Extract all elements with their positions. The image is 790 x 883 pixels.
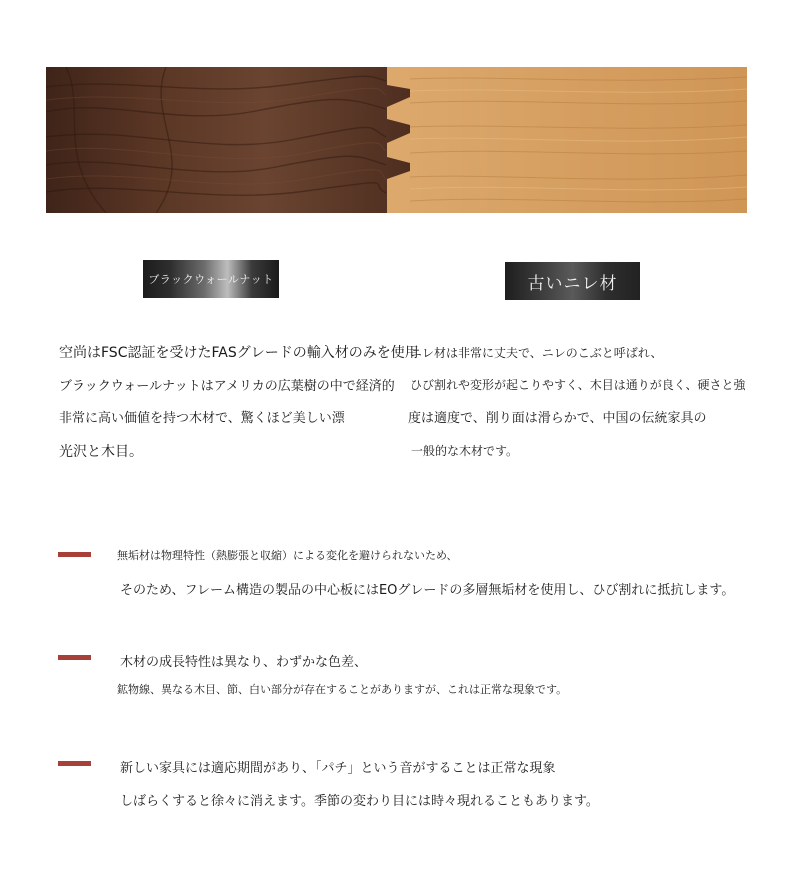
wood-joint-image [46, 67, 747, 213]
note-3-line-1: 新しい家具には適応期間があり、「パチ」という音がすることは正常な現象 [120, 761, 556, 776]
note-2-line-2: 鉱物線、異なる木目、節、白い部分が存在することがありますが、これは正常な現象です。 [117, 683, 568, 696]
elm-desc-line-2: ひび割れや変形が起こりやすく、木目は通りが良く、硬さと強 [410, 378, 746, 392]
note-2-line-1: 木材の成長特性は異なり、わずかな色差、 [120, 655, 368, 670]
elm-desc-line-4: 一般的な木材です。 [411, 444, 519, 458]
walnut-desc-line-4: 光沢と木目。 [59, 444, 143, 460]
walnut-desc-line-2: ブラックウォールナットはアメリカの広葉樹の中で経済的 [59, 379, 395, 394]
walnut-label [143, 260, 279, 298]
walnut-desc-line-1: 空尚はFSC認証を受けたFASグレードの輸入材のみを使用 [59, 345, 419, 361]
note-1-accent-bar [58, 552, 91, 557]
walnut-label-text: ブラックウォールナット [148, 273, 274, 286]
walnut-desc-line-3: 非常に高い価値を持つ木材で、驚くほど美しい漂 [59, 411, 345, 426]
note-2-accent-bar [58, 655, 91, 660]
elm-desc-line-3: 度は適度で、削り面は滑らかで、中国の伝統家具の [408, 411, 707, 426]
note-1-line-1: 無垢材は物理特性（熱膨張と収縮）による変化を避けられないため、 [117, 549, 458, 562]
note-3-line-2: しばらくすると徐々に消えます。季節の変わり目には時々現れることもあります。 [120, 794, 599, 809]
elm-label [505, 262, 640, 300]
note-1-line-2: そのため、フレーム構造の製品の中心板にはEOグレードの多層無垢材を使用し、ひび割れに抵抗します。 [120, 583, 735, 598]
elm-desc-line-1: ニレ材は非常に丈夫で、ニレのこぶと呼ばれ、 [410, 346, 663, 360]
elm-label-text: 古いニレ材 [527, 273, 618, 294]
note-3-accent-bar [58, 761, 91, 766]
